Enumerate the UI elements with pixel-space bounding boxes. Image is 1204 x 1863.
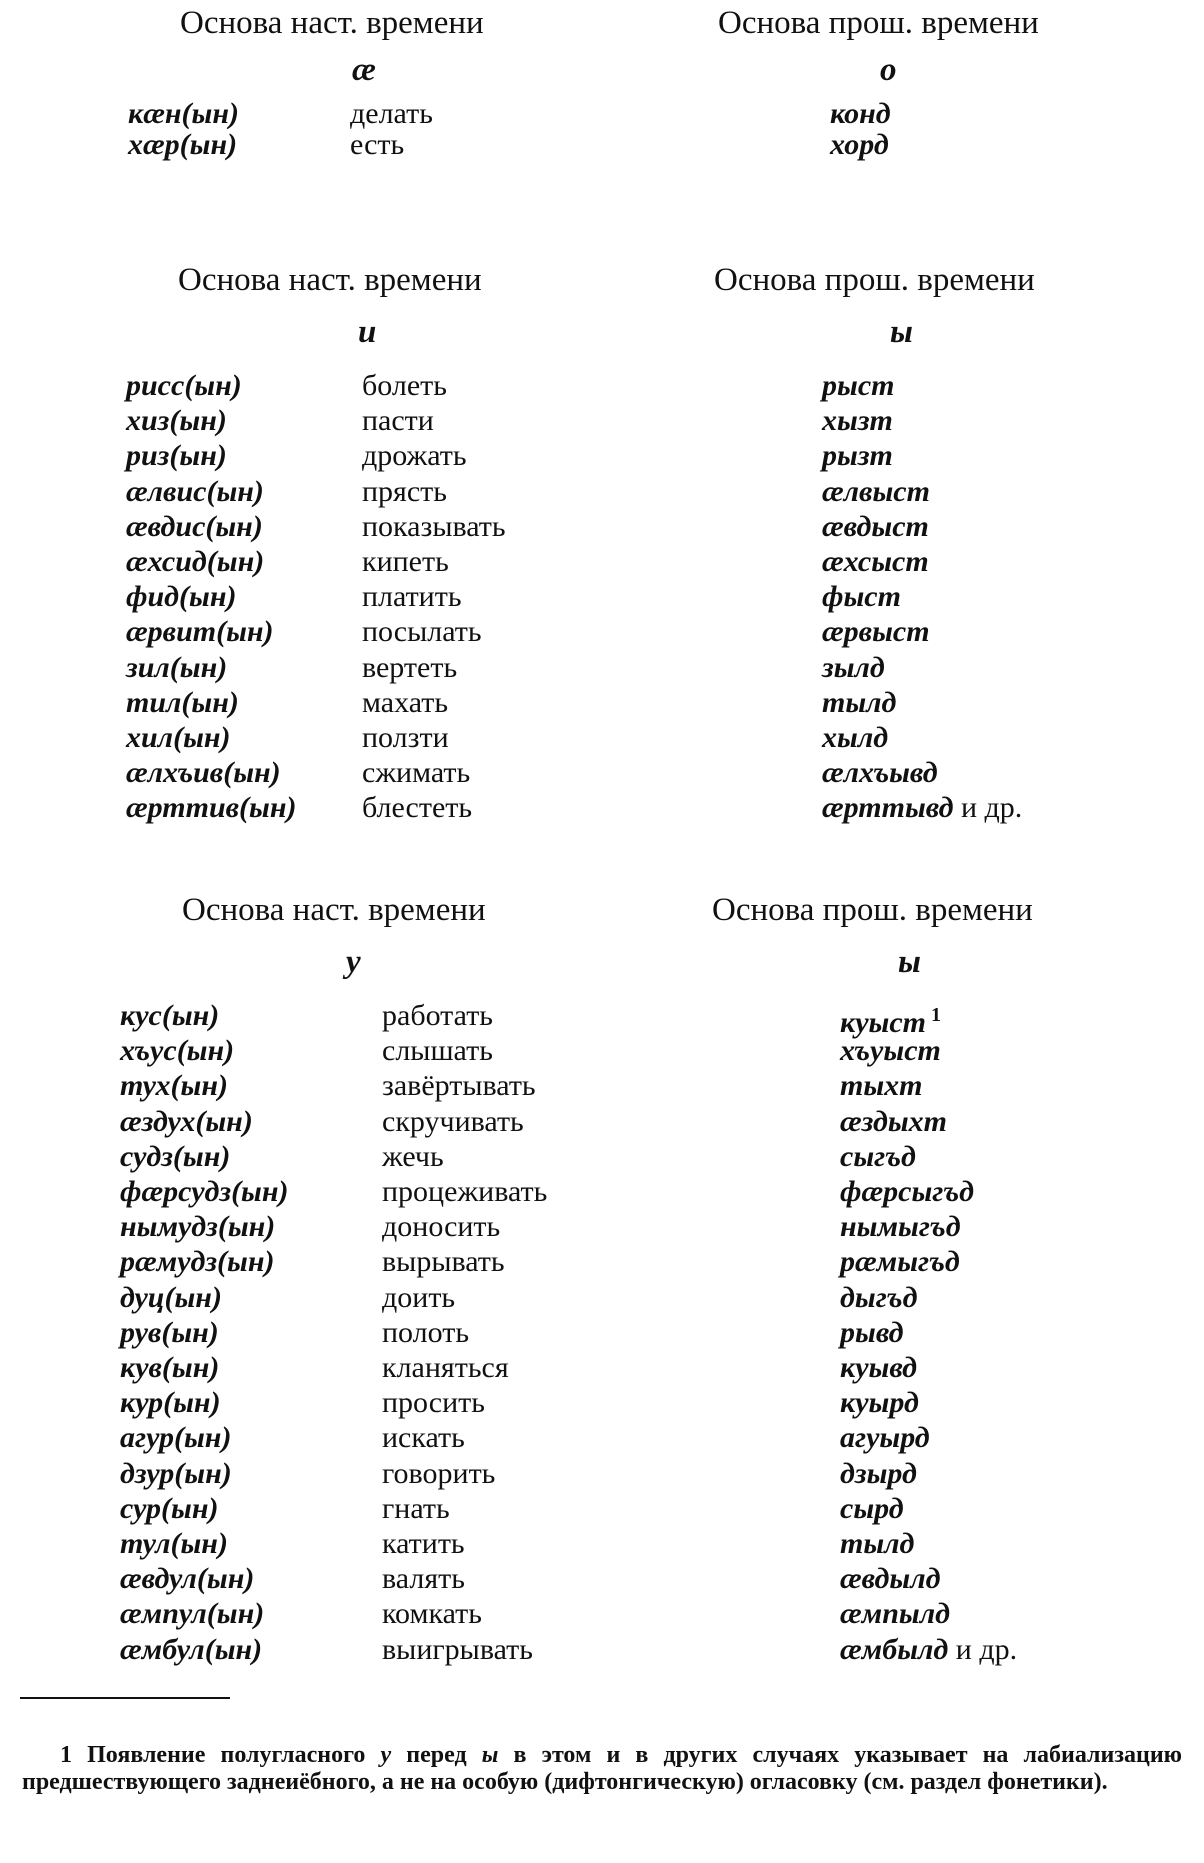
- present-stem: кус(ын): [120, 999, 220, 1032]
- table-row: [0, 998, 1204, 1039]
- verb-gloss: ползти: [362, 721, 449, 754]
- past-stem: æмпылд: [840, 1597, 950, 1631]
- present-stem: рув(ын): [120, 1315, 219, 1349]
- table-row: [0, 790, 1204, 825]
- verb-gloss: пасти: [362, 404, 434, 438]
- past-stem: нымыгъд: [840, 1210, 961, 1244]
- past-stem: æрттывд и др.: [822, 791, 1023, 825]
- past-stem: æрвыст: [822, 615, 930, 649]
- table-row: [0, 1561, 1204, 1596]
- present-stem: тух(ын): [120, 1069, 228, 1103]
- present-stem: кур(ын): [120, 1386, 221, 1420]
- verb-gloss: кипеть: [362, 545, 449, 578]
- table-row: [0, 509, 1204, 544]
- present-stem: хиз(ын): [126, 404, 227, 438]
- verb-gloss: вертеть: [362, 650, 458, 684]
- table-row: [0, 720, 1204, 755]
- past-stem: рывд: [840, 1315, 904, 1349]
- present-stem: риз(ын): [126, 439, 227, 473]
- table-row: [0, 1244, 1204, 1279]
- verb-gloss: доносить: [382, 1210, 501, 1244]
- table-row: [0, 1596, 1204, 1631]
- verb-gloss: дрожать: [362, 439, 467, 473]
- past-stem: хорд: [830, 128, 889, 161]
- present-stem: æхсид(ын): [126, 545, 265, 578]
- present-stem: æмбул(ын): [120, 1632, 263, 1666]
- etc-note: и др.: [953, 791, 1023, 825]
- present-stem: дзур(ын): [120, 1456, 232, 1490]
- past-stem: куывд: [840, 1351, 918, 1384]
- present-stem: кув(ын): [120, 1351, 220, 1384]
- present-vowel: у: [346, 944, 361, 980]
- table-row: [0, 650, 1204, 685]
- past-stem: æвдыст: [822, 509, 929, 543]
- present-stem: хил(ын): [126, 721, 231, 754]
- table-row: [0, 544, 1204, 579]
- table-row: [0, 614, 1204, 649]
- past-stem: дыгъд: [840, 1280, 918, 1314]
- verb-gloss: сжимать: [362, 756, 471, 790]
- footnote-mark: 1: [60, 1742, 72, 1768]
- table-row: [0, 1068, 1204, 1103]
- verb-gloss: работать: [382, 999, 493, 1032]
- table-row: [0, 1526, 1204, 1561]
- verb-gloss: просить: [382, 1386, 485, 1420]
- verb-gloss: валять: [382, 1562, 465, 1596]
- past-stem: æлхъывд: [822, 756, 938, 790]
- past-stem: дзырд: [840, 1456, 917, 1490]
- table-row: [0, 438, 1204, 473]
- table-row: [0, 474, 1204, 509]
- verb-gloss: завёртывать: [382, 1069, 536, 1103]
- past-stem-header: Основа прош. времени: [714, 262, 1035, 298]
- verb-gloss: катить: [382, 1527, 465, 1560]
- present-stem: æрвит(ын): [126, 615, 274, 649]
- verb-gloss: болеть: [362, 369, 447, 402]
- present-stem: зил(ын): [126, 650, 228, 684]
- table-row: [0, 1174, 1204, 1209]
- table-row: [0, 1033, 1204, 1068]
- footnote-text-3: в этом и в других случаях указывает на лабиализацию предшествующего заднеиёбного, а не на особую (дифтонгическую) огласовку (см. раздел фонетики).: [22, 1742, 1182, 1795]
- past-stem: куыст $^1$: [840, 1004, 941, 1039]
- footnote-text-1: Появление полугласного: [72, 1742, 381, 1768]
- past-stem: æхсыст: [822, 545, 929, 578]
- table-row: [0, 1209, 1204, 1244]
- past-stem: конд: [830, 97, 891, 130]
- verb-gloss: доить: [382, 1280, 456, 1314]
- table-row: [0, 1104, 1204, 1139]
- table-row: [0, 368, 1204, 403]
- past-stem-header: Основа прош. времени: [718, 5, 1039, 41]
- past-vowel: о: [880, 52, 897, 88]
- verb-gloss: комкать: [382, 1597, 482, 1631]
- table-row: [0, 1315, 1204, 1350]
- verb-gloss: скручивать: [382, 1104, 524, 1138]
- present-stem: хæр(ын): [128, 128, 238, 161]
- table-row: [0, 1350, 1204, 1385]
- present-stem: рæмудз(ын): [120, 1245, 275, 1279]
- past-stem: фæрсыгъд: [840, 1175, 975, 1208]
- present-stem: æвдис(ын): [126, 509, 263, 543]
- present-stem-header: Основа наст. времени: [178, 262, 482, 298]
- table-row: [0, 1280, 1204, 1315]
- table-row: [0, 1139, 1204, 1174]
- footnote-letter-u: у: [380, 1742, 392, 1768]
- table-row: [0, 1420, 1204, 1455]
- past-stem-header: Основа прош. времени: [712, 892, 1033, 928]
- present-stem: дуц(ын): [120, 1280, 222, 1314]
- verb-gloss: есть: [350, 128, 405, 161]
- verb-gloss: искать: [382, 1421, 465, 1455]
- footnote-letter-y: ы: [481, 1742, 499, 1768]
- past-stem: хызт: [822, 404, 893, 438]
- verb-gloss: слышать: [382, 1034, 493, 1068]
- table-row: [0, 1491, 1204, 1526]
- present-stem: æвдул(ын): [120, 1562, 255, 1596]
- past-stem: зылд: [822, 650, 885, 684]
- present-stem: æрттив(ын): [126, 791, 297, 825]
- verb-gloss: показывать: [362, 509, 506, 543]
- past-stem: æмбылд и др.: [840, 1632, 1018, 1666]
- past-stem: рыст: [822, 369, 895, 402]
- table-row: [0, 1632, 1204, 1667]
- present-stem: судз(ын): [120, 1139, 231, 1173]
- table-row: [0, 755, 1204, 790]
- verb-gloss: блестеть: [362, 791, 473, 825]
- verb-gloss: платить: [362, 580, 462, 614]
- verb-gloss: полоть: [382, 1315, 470, 1349]
- past-stem: хылд: [822, 721, 889, 754]
- table-row: [0, 1456, 1204, 1491]
- footnote-ref: 1: [926, 1004, 941, 1026]
- table-row: [0, 403, 1204, 438]
- past-stem: фыст: [822, 580, 901, 614]
- past-stem: æвдылд: [840, 1562, 941, 1596]
- present-stem-header: Основа наст. времени: [180, 5, 484, 41]
- past-stem: агуырд: [840, 1421, 930, 1455]
- past-stem: тылд: [822, 685, 897, 719]
- present-stem: тул(ын): [120, 1527, 228, 1560]
- present-stem-header: Основа наст. времени: [182, 892, 486, 928]
- table-row: [0, 685, 1204, 720]
- verb-gloss: кланяться: [382, 1351, 509, 1384]
- present-stem: фид(ын): [126, 580, 237, 614]
- present-stem: æздух(ын): [120, 1104, 253, 1138]
- verb-gloss: делать: [350, 97, 433, 130]
- table-row: [0, 1385, 1204, 1420]
- present-stem: сур(ын): [120, 1491, 219, 1525]
- verb-gloss: прясть: [362, 474, 447, 508]
- table-row: [0, 96, 1204, 131]
- present-vowel: æ: [352, 52, 376, 88]
- verb-gloss: посылать: [362, 615, 482, 649]
- footnote-text-2: перед: [391, 1742, 482, 1768]
- verb-gloss: процеживать: [382, 1175, 548, 1208]
- present-stem: фæрсудз(ын): [120, 1175, 289, 1208]
- past-stem: тыхт: [840, 1069, 923, 1103]
- present-stem: рисс(ын): [126, 369, 242, 402]
- past-stem: рызт: [822, 439, 893, 473]
- past-vowel: ы: [898, 944, 921, 980]
- past-stem: рæмыгъд: [840, 1245, 960, 1279]
- verb-gloss: махать: [362, 685, 449, 719]
- present-stem: нымудз(ын): [120, 1210, 276, 1244]
- present-stem: æмпул(ын): [120, 1597, 265, 1631]
- past-stem: æздыхт: [840, 1104, 948, 1138]
- present-stem: агур(ын): [120, 1421, 232, 1455]
- verb-gloss: жечь: [382, 1139, 444, 1173]
- past-stem: куырд: [840, 1386, 919, 1420]
- etc-note: и др.: [948, 1632, 1018, 1666]
- present-stem: тил(ын): [126, 685, 239, 719]
- past-stem: хъуыст: [840, 1034, 941, 1068]
- table-row: [0, 127, 1204, 162]
- verb-gloss: выигрывать: [382, 1632, 533, 1666]
- past-stem: сыгъд: [840, 1139, 916, 1173]
- present-stem: кæн(ын): [128, 97, 239, 130]
- past-stem: сырд: [840, 1491, 904, 1525]
- footnote: [22, 1742, 1182, 1796]
- footnote-rule: [20, 1697, 230, 1699]
- past-stem: æлвыст: [822, 474, 930, 508]
- verb-gloss: гнать: [382, 1491, 450, 1525]
- present-stem: æлвис(ын): [126, 474, 264, 508]
- present-stem: хъус(ын): [120, 1034, 235, 1068]
- present-vowel: и: [358, 314, 377, 350]
- past-vowel: ы: [890, 314, 913, 350]
- verb-gloss: говорить: [382, 1456, 496, 1490]
- verb-gloss: вырывать: [382, 1245, 505, 1279]
- table-row: [0, 579, 1204, 614]
- past-stem: тылд: [840, 1527, 915, 1560]
- present-stem: æлхъив(ын): [126, 756, 281, 790]
